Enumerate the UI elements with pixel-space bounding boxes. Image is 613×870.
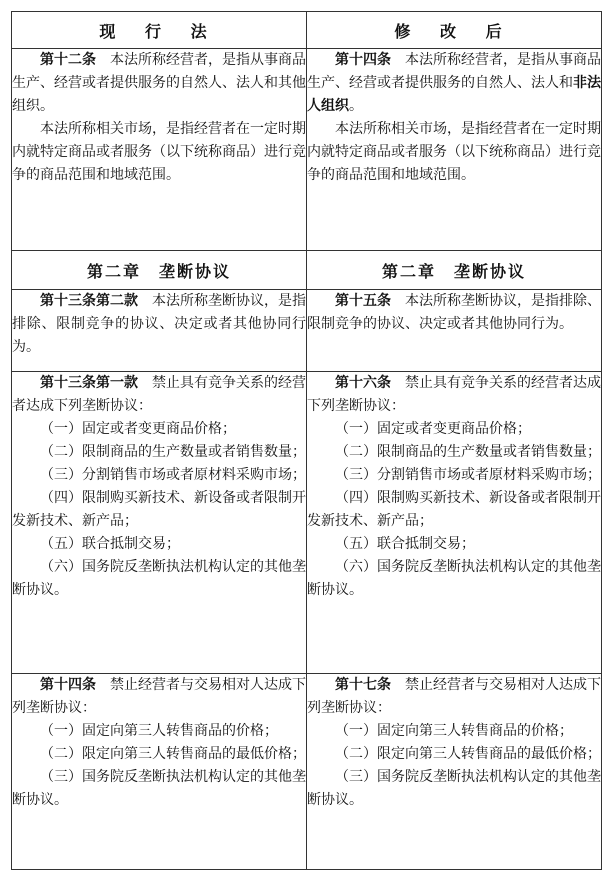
list-item: （三）国务院反垄断执法机构认定的其他垄断协议。 <box>307 769 601 808</box>
article-text: 禁止经营者与交易相对人达成下列垄断协议： <box>307 677 601 716</box>
list-item: （一）固定向第三人转售商品的价格； <box>335 723 573 739</box>
article-number: 第十三条第一款 <box>40 375 138 391</box>
list-item: （五）联合抵制交易； <box>335 536 475 552</box>
row3-left-cell <box>12 372 307 674</box>
list-item: （二）限定向第三人转售商品的最低价格； <box>40 746 306 762</box>
list-item: （四）限制购买新技术、新设备或者限制开发新技术、新产品； <box>12 490 306 529</box>
list-item: （一）固定或者变更商品价格； <box>335 421 531 437</box>
article-text: 禁止具有竞争关系的经营者达成下列垄断协议： <box>12 375 306 414</box>
row2-left-cell <box>12 290 307 372</box>
list-item: （一）固定或者变更商品价格； <box>40 421 236 437</box>
row4-left-cell <box>12 674 307 870</box>
article-number: 第十二条 <box>40 52 96 68</box>
list-item: （二）限定向第三人转售商品的最低价格； <box>335 746 601 762</box>
header-revised-law: 修 改 后 <box>307 12 602 49</box>
article-text: 禁止经营者与交易相对人达成下列垄断协议： <box>12 677 306 716</box>
list-item: （六）国务院反垄断执法机构认定的其他垄断协议。 <box>307 559 601 598</box>
article-number: 第十三条第二款 <box>40 293 138 309</box>
article-text: 禁止具有竞争关系的经营者达成下列垄断协议： <box>307 375 601 414</box>
article-text: 本法所称相关市场，是指经营者在一定时期内就特定商品或者服务（以下统称商品）进行竞争的商品范围和地域范围。 <box>12 121 306 183</box>
list-item: （三）分割销售市场或者原材料采购市场； <box>335 467 601 483</box>
article-number: 第十五条 <box>335 293 391 309</box>
list-item: （二）限制商品的生产数量或者销售数量； <box>40 444 306 460</box>
article-number: 第十七条 <box>335 677 391 693</box>
row1-left-cell <box>12 49 307 251</box>
article-text: 本法所称经营者，是指从事商品生产、经营或者提供服务的自然人、法人和 <box>307 52 601 91</box>
article-text: 本法所称相关市场，是指经营者在一定时期内就特定商品或者服务（以下统称商品）进行竞争的商品范围和地域范围。 <box>307 121 601 183</box>
article-number: 第十四条 <box>335 52 391 68</box>
list-item: （三）国务院反垄断执法机构认定的其他垄断协议。 <box>12 769 306 808</box>
row2-right-cell <box>307 290 602 372</box>
list-item: （一）固定向第三人转售商品的价格； <box>40 723 278 739</box>
chapter-heading-right: 第二章 垄断协议 <box>307 251 602 290</box>
row3-right-cell <box>307 372 602 674</box>
row4-right-cell <box>307 674 602 870</box>
article-text: 本法所称经营者，是指从事商品生产、经营或者提供服务的自然人、法人和其他组织。 <box>12 52 306 114</box>
list-item: （二）限制商品的生产数量或者销售数量； <box>335 444 601 460</box>
list-item: （三）分割销售市场或者原材料采购市场； <box>40 467 306 483</box>
amended-text-highlight: 非法人组织 <box>307 75 601 114</box>
list-item: （四）限制购买新技术、新设备或者限制开发新技术、新产品； <box>307 490 601 529</box>
header-current-law: 现 行 法 <box>12 12 307 49</box>
list-item: （五）联合抵制交易； <box>40 536 180 552</box>
list-item: （六）国务院反垄断执法机构认定的其他垄断协议。 <box>12 559 306 598</box>
article-number: 第十四条 <box>40 677 96 693</box>
article-text: 本法所称垄断协议，是指排除、限制竞争的协议、决定或者其他协同行为。 <box>12 293 306 355</box>
article-text: 本法所称垄断协议，是指排除、限制竞争的协议、决定或者其他协同行为。 <box>307 293 601 332</box>
article-number: 第十六条 <box>335 375 391 391</box>
article-text-end: 。 <box>349 98 363 114</box>
comparison-table <box>11 11 602 870</box>
row1-right-cell <box>307 49 602 251</box>
chapter-heading-left: 第二章 垄断协议 <box>12 251 307 290</box>
